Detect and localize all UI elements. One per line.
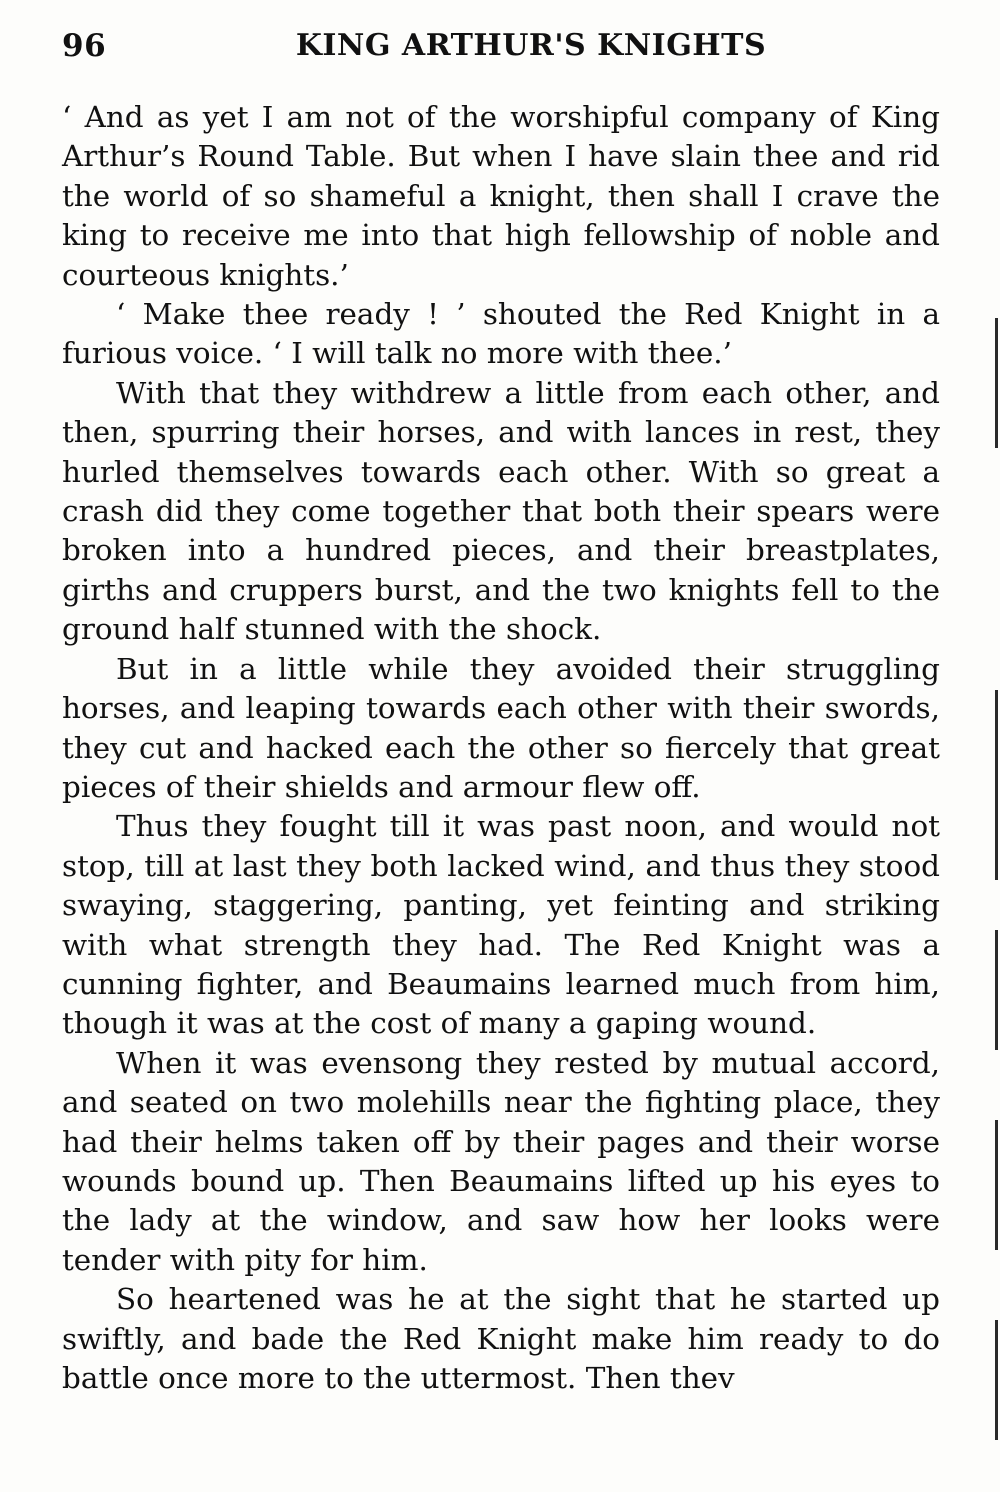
page-number: 96	[62, 28, 107, 64]
paragraph-5: Thus they fought till it was past noon, and would not stop, till at last they both lacked wind, and thus they stood swaying, staggering, panting, yet feinting and striking with what strength they had. The Red Knight was a cunning fighter, and Beaumains learned much from him, though it was at the cost of many a gaping wound.	[62, 809, 940, 1041]
paragraph-3: With that they withdrew a little from each other, and then, spurring their horses, and with lances in rest, they hurled themselves towards each other. With so great a crash did they come together that both their spears were broken into a hundred pieces, and their breastplates, girths and cruppers burst, and the two knights fell to the ground half stunned with the shock.	[62, 375, 940, 647]
margin-scan-line	[995, 930, 998, 1050]
margin-scan-line	[995, 318, 998, 448]
paragraph-6: When it was evensong they rested by mutual accord, and seated on two molehills near the fighting place, they had their helms taken off by their pages and their worse wounds bound up. Then Beaumains lifted up his eyes to the lady at the window, and saw how her looks were tender with pity for him.	[62, 1045, 940, 1277]
body-text	[62, 98, 940, 1398]
running-title: KING ARTHUR'S KNIGHTS	[295, 28, 767, 63]
paragraph-1: ‘ And as yet I am not of the worshipful company of King Arthur’s Round Table. But when I have slain thee and rid the world of so shameful a knight, then shall I crave the king to receive me into that high fellowship of noble and courteous knights.’	[62, 100, 940, 292]
page-header	[62, 28, 940, 76]
margin-scan-line	[995, 1120, 998, 1250]
paragraph-2: ‘ Make thee ready ! ’ shouted the Red Knight in a furious voice. ‘ I will talk no more with thee.’	[62, 297, 940, 371]
paragraph-7: So heartened was he at the sight that he started up swiftly, and bade the Red Knight make him ready to do battle once more to the uttermost. Then thev	[62, 1282, 940, 1395]
margin-scan-line	[995, 1320, 998, 1440]
margin-scan-line	[995, 690, 998, 880]
paragraph-4: But in a little while they avoided their struggling horses, and leaping towards each other with their swords, they cut and hacked each the other so fiercely that great pieces of their shields and armour flew off.	[62, 651, 940, 804]
